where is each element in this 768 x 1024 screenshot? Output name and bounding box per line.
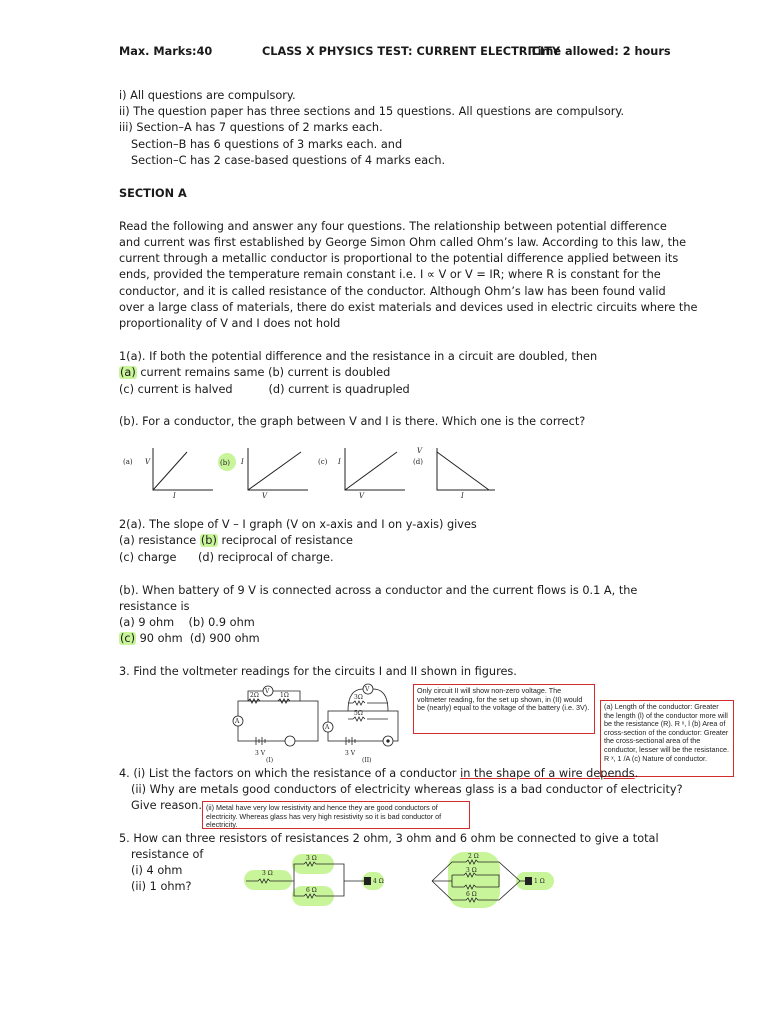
q5-line-3: (i) 4 ohm	[131, 864, 183, 877]
q5-line-4: (ii) 1 ohm?	[131, 880, 192, 893]
passage-line: conductor, and it is called resistance of the conductor. Although Ohm’s law has been found valid	[119, 285, 666, 298]
graph-b-label: (b)	[220, 459, 230, 467]
resistor-label: 1Ω	[280, 692, 289, 699]
battery-label: 3 V	[345, 750, 356, 757]
passage-line: current through a metallic conductor is proportional to the potential difference applied between its	[119, 252, 679, 265]
q2a-stem: 2(a). The slope of V – I graph (V on x-axis and I on y-axis) gives	[119, 518, 477, 531]
vi-graphs	[115, 440, 505, 500]
q4-line-2: (ii) Why are metals good conductors of electricity whereas glass is a bad conductor of electricity?	[131, 783, 683, 796]
q2b-stem-2: resistance is	[119, 600, 190, 613]
resistor-label: 5Ω	[354, 710, 363, 717]
q4-line-1: 4. (i) List the factors on which the resistance of a conductor in the shape of a wire depends.	[119, 767, 639, 780]
battery-label: 3 V	[255, 750, 266, 757]
ammeter-label: A	[325, 724, 330, 731]
underlined-phrase: in the shape of a wire depends	[460, 767, 635, 780]
passage-line: Read the following and answer any four questions. The relationship between potential difference	[119, 220, 667, 233]
resistor-label: 2 Ω	[468, 853, 479, 860]
q2a-options-1: (a) resistance (b) reciprocal of resistance	[119, 534, 353, 547]
circuit-ii-label: (II)	[362, 757, 372, 763]
passage-line: ends, provided the temperature remain constant i.e. I ∝ V or V = IR; where R is constant for the	[119, 268, 661, 281]
resistor-label: 3 Ω	[466, 867, 477, 874]
resistor-label: 2Ω	[250, 692, 259, 699]
graph-c-label: (c)	[318, 458, 328, 466]
q4i-answer-box: (a) Length of the conductor: Greater the length (l) of the conductor more will be the resistance (R). R ˣ, l (b) Area of cross-section of the conductor: Greater the cross-sectional area of the conductor, lesser will be the resistance. R ˣ, 1 /A (c) Nature of conductor.	[600, 700, 734, 777]
graph-d-xaxis: I	[461, 492, 464, 500]
time-allowed: Time allowed: 2 hours	[530, 45, 671, 58]
graph-d-yaxis: V	[417, 447, 423, 455]
q5-line-2: resistance of	[131, 848, 204, 861]
graph-b-yaxis: I	[241, 458, 244, 466]
graph-a-xaxis: I	[173, 492, 176, 500]
q1b-stem: (b). For a conductor, the graph between V and I is there. Which one is the correct?	[119, 415, 586, 428]
instruction-2: ii) The question paper has three sections and 15 questions. All questions are compulsory.	[119, 105, 625, 118]
voltmeter-circuits	[228, 683, 413, 763]
graph-a-label: (a)	[123, 458, 133, 466]
voltmeter-label: V	[265, 688, 270, 695]
resistor-label: 3 Ω	[262, 870, 273, 877]
graph-c-yaxis: I	[338, 458, 341, 466]
circuit-i-label: (I)	[266, 757, 274, 763]
total-resistance-label: 4 Ω	[373, 878, 384, 885]
passage-line: over a large class of materials, there do exist materials and devices used in electric circuits where the	[119, 301, 698, 314]
resistor-combinations	[244, 850, 556, 912]
section-a-heading: SECTION A	[119, 187, 187, 200]
ammeter-label: A	[235, 718, 240, 725]
q1a-stem: 1(a). If both the potential difference and the resistance in a circuit are doubled, then	[119, 350, 598, 363]
q4-line-3: Give reason.	[131, 799, 202, 812]
q5-line-1: 5. How can three resistors of resistances 2 ohm, 3 ohm and 6 ohm be connected to give a total	[119, 832, 659, 845]
passage-line: proportionality of V and I does not hold	[119, 317, 341, 330]
resistor-label: 3 Ω	[306, 855, 317, 862]
q3-answer-box: Only circuit II will show non-zero voltage. The voltmeter reading, for the set up shown, in (II) would be (nearly) equal to the voltage of the battery (i.e. 3V).	[413, 684, 595, 734]
instruction-3: iii) Section–A has 7 questions of 2 marks each.	[119, 121, 383, 134]
graph-a-yaxis: V	[145, 458, 151, 466]
q2b-options-2: (c) 90 ohm (d) 900 ohm	[120, 632, 260, 645]
instruction-4: Section–B has 6 questions of 3 marks each. and	[131, 138, 403, 151]
instruction-1: i) All questions are compulsory.	[119, 89, 296, 102]
voltmeter-label: V	[365, 686, 370, 693]
passage-line: and current was first established by George Simon Ohm called Ohm’s law. According to this law, the	[119, 236, 687, 249]
resistor-label: 3Ω	[354, 694, 363, 701]
q1a-options-1: (a) current remains same (b) current is doubled	[120, 366, 391, 379]
answer-highlight: (c)	[120, 632, 136, 645]
resistor-label: 6 Ω	[306, 887, 317, 894]
answer-highlight: (b)	[200, 534, 217, 547]
total-resistance-label: 1 Ω	[534, 878, 545, 885]
graph-c-xaxis: V	[359, 492, 365, 500]
q3-stem: 3. Find the voltmeter readings for the circuits I and II shown in figures.	[119, 665, 517, 678]
resistor-label: 6 Ω	[466, 891, 477, 898]
graph-b-xaxis: V	[262, 492, 268, 500]
q4ii-answer-box: (ii) Metal have very low resistivity and hence they are good conductors of electricity. Whereas glass has very high resistivity so it is bad conductor of electricity.	[202, 801, 470, 829]
answer-highlight: (a)	[120, 366, 136, 379]
paper-title: CLASS X PHYSICS TEST: CURRENT ELECTRICITY	[262, 45, 561, 58]
q2b-options-1: (a) 9 ohm (b) 0.9 ohm	[119, 616, 255, 629]
instruction-5: Section–C has 2 case-based questions of 4 marks each.	[131, 154, 446, 167]
q1a-options-2: (c) current is halved (d) current is quadrupled	[119, 383, 410, 396]
q2a-options-2: (c) charge (d) reciprocal of charge.	[119, 551, 334, 564]
max-marks: Max. Marks:40	[119, 45, 213, 58]
q2b-stem-1: (b). When battery of 9 V is connected across a conductor and the current flows is 0.1 A, the	[119, 584, 638, 597]
graph-d-label: (d)	[413, 458, 423, 466]
